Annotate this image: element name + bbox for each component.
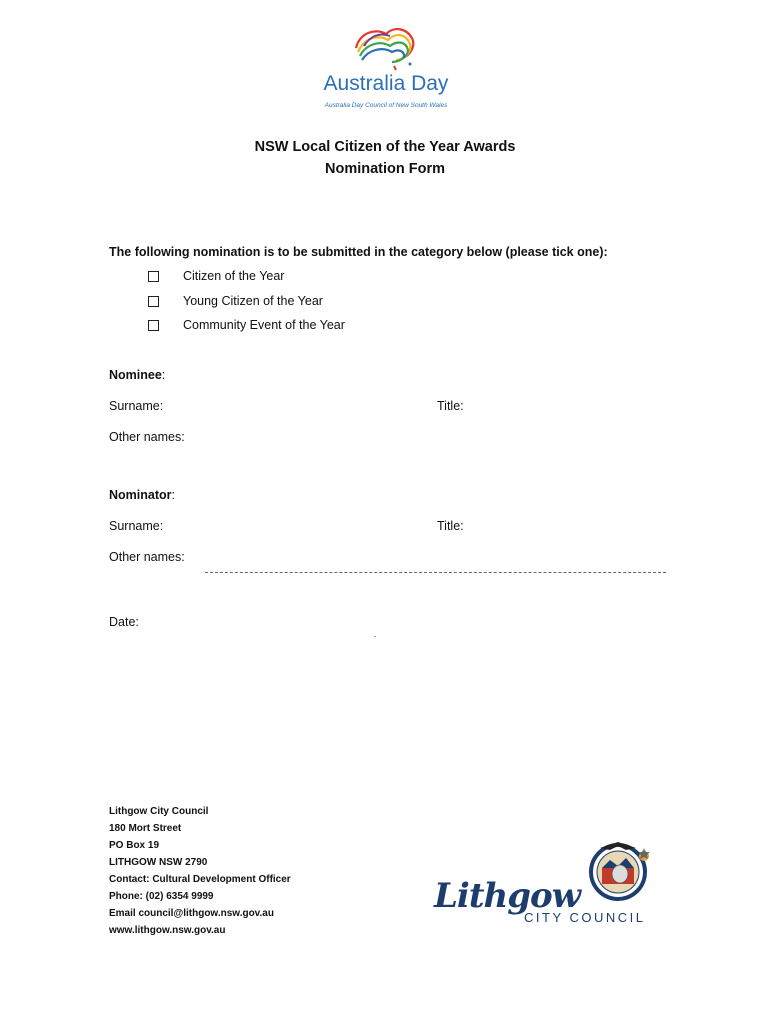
nominator-heading-text: Nominator bbox=[109, 488, 172, 502]
nominee-surname-label: Surname: bbox=[109, 399, 164, 413]
checkbox-young-citizen[interactable] bbox=[148, 296, 159, 307]
stray-mark bbox=[374, 636, 376, 637]
phone-line: Phone: (02) 6354 9999 bbox=[109, 891, 214, 902]
dashed-divider bbox=[205, 572, 666, 573]
form-subtitle: Nomination Form bbox=[324, 161, 446, 177]
australia-day-subtitle: Australia Day Council of New South Wales bbox=[324, 102, 448, 109]
address-line: LITHGOW NSW 2790 bbox=[109, 857, 208, 868]
address-line: PO Box 19 bbox=[109, 840, 160, 851]
category-instruction: The following nomination is to be submitted in the category below (please tick one): bbox=[109, 245, 608, 259]
council-address-block bbox=[109, 803, 291, 939]
australia-day-wordmark: Australia Day bbox=[323, 72, 449, 95]
form-title: NSW Local Citizen of the Year Awards bbox=[254, 139, 516, 155]
checkbox-citizen[interactable] bbox=[148, 271, 159, 282]
date-label: Date: bbox=[109, 615, 139, 629]
nominator-surname-label: Surname: bbox=[109, 519, 164, 533]
nominator-heading-colon: : bbox=[171, 488, 175, 502]
city-council-text: CITY COUNCIL bbox=[524, 910, 646, 925]
nominee-heading-text: Nominee bbox=[109, 368, 162, 382]
australia-day-logo bbox=[316, 22, 456, 114]
checkbox-community-event[interactable] bbox=[148, 320, 159, 331]
option-label: Citizen of the Year bbox=[183, 269, 285, 283]
website-line[interactable]: www.lithgow.nsw.gov.au bbox=[109, 925, 226, 936]
option-label: Community Event of the Year bbox=[183, 318, 345, 332]
contact-line: Contact: Cultural Development Officer bbox=[109, 874, 291, 885]
nominator-other-names-label: Other names: bbox=[109, 550, 185, 564]
address-line: Lithgow City Council bbox=[109, 806, 209, 817]
nominee-heading bbox=[109, 368, 165, 382]
address-line: 180 Mort Street bbox=[109, 823, 182, 834]
option-label: Young Citizen of the Year bbox=[183, 294, 323, 308]
nominee-title-label: Title: bbox=[437, 399, 464, 413]
australia-map-icon bbox=[350, 22, 422, 72]
lithgow-wordmark: Lithgow bbox=[434, 876, 580, 916]
nominee-other-names-label: Other names: bbox=[109, 430, 185, 444]
email-line[interactable]: Email council@lithgow.nsw.gov.au bbox=[109, 908, 274, 919]
lithgow-city-council-logo bbox=[432, 838, 672, 934]
council-crest-icon bbox=[580, 838, 666, 902]
nominator-heading bbox=[109, 488, 175, 502]
nominee-heading-colon: : bbox=[161, 368, 166, 382]
nominator-title-label: Title: bbox=[437, 519, 464, 533]
